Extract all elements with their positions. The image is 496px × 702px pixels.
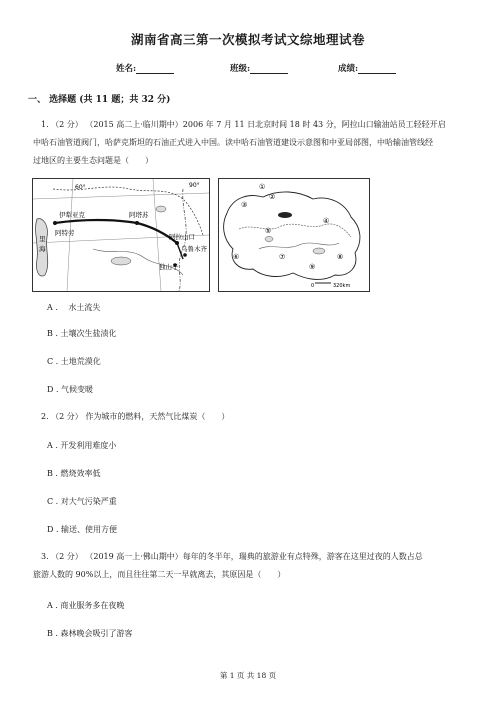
- question-3-line-2: 旅游人数的 90%以上，而且往往第二天一早就离去，其原因是（ ）: [33, 570, 286, 579]
- scale-zero: 0: [311, 283, 315, 289]
- label-sea-1: 里: [39, 235, 46, 243]
- question-3-stem: [33, 548, 469, 584]
- pipeline-map-drawing: [33, 179, 209, 291]
- label-r6: ⑥: [233, 253, 240, 261]
- label-place-5: 乌鲁木齐: [181, 245, 207, 253]
- label-place-6: 独山子: [159, 263, 179, 271]
- question-2-stem: [33, 408, 469, 426]
- page-footer: 第 1 页 共 18 页: [219, 671, 277, 680]
- q1-option-b[interactable]: B . 土壤次生盐渍化: [47, 329, 117, 338]
- question-1-line-3: 过地区的主要生态问题是（ ）: [33, 156, 153, 165]
- section-heading: 一、 选择题 (共 11 题；共 32 分): [28, 95, 171, 105]
- label-r8: ⑧: [337, 253, 344, 261]
- question-1-line-2: 中哈石油管道阀门，哈萨克斯坦的石油正式进入中国。读中哈石油管道建设示意图和中亚局部图，中哈输油管线经: [33, 138, 433, 147]
- name-blank[interactable]: [136, 64, 174, 74]
- label-place-1: 伊犁亚克: [59, 211, 85, 219]
- central-asia-map-drawing: [219, 179, 369, 291]
- question-1-stem: [33, 116, 469, 170]
- score-field[interactable]: [338, 62, 396, 74]
- q3-option-a[interactable]: A . 商业服务多在夜晚: [47, 601, 125, 610]
- question-1-figure: [32, 178, 370, 290]
- pipeline-map: [32, 178, 210, 292]
- q2-option-b[interactable]: B . 燃烧效率低: [47, 469, 101, 478]
- question-3-line-1: 3. （2 分） （2019 高一上·佛山期中）每年的冬半年，瑞典的旅游业有点特殊，游客在这里过夜的人数占总: [41, 552, 423, 561]
- score-blank[interactable]: [358, 64, 396, 74]
- label-60: 60°: [75, 184, 86, 191]
- label-r3: ③: [241, 201, 248, 209]
- q2-option-a[interactable]: A . 开发利用难度小: [47, 441, 117, 450]
- label-r9: ⑨: [309, 263, 316, 271]
- label-r5: ⑤: [265, 227, 272, 235]
- label-place-4: 阿拉山口: [169, 233, 195, 241]
- name-field[interactable]: [116, 62, 174, 74]
- class-blank[interactable]: [250, 64, 288, 74]
- label-place-2: 阿特劳: [55, 229, 75, 237]
- name-label: 姓名:: [116, 64, 137, 74]
- q1-option-a[interactable]: A . 水土流失: [47, 303, 101, 312]
- scale-value: 320km: [333, 283, 351, 289]
- label-place-3: 阿塔苏: [129, 211, 149, 219]
- document-title: 湖南省高三第一次模拟考试文综地理试卷: [130, 32, 365, 47]
- question-1-line-1: 1. （2 分） （2015 高二上·临川期中）2006 年 7 月 11 日北京时间 18 时 43 分，阿拉山口输油站员工轻轻开启: [41, 120, 446, 129]
- label-r4: ④: [323, 217, 330, 225]
- question-2-line-1: 2. （2 分） 作为城市的燃料，天然气比煤炭（ ）: [41, 412, 230, 421]
- class-field[interactable]: [230, 62, 288, 74]
- label-90: 90°: [189, 182, 200, 189]
- q2-option-c[interactable]: C . 对大气污染严重: [47, 497, 117, 506]
- score-label: 成绩:: [338, 64, 359, 74]
- class-label: 班级:: [230, 64, 251, 74]
- label-sea-2: 海: [39, 245, 46, 253]
- q1-option-d[interactable]: D . 气候变暖: [47, 385, 94, 394]
- q3-option-b[interactable]: B . 森林晚会吸引了游客: [47, 629, 133, 638]
- central-asia-map: [218, 178, 370, 292]
- label-r2: ②: [269, 193, 276, 201]
- q1-option-c[interactable]: C . 土地荒漠化: [47, 357, 101, 366]
- q2-option-d[interactable]: D . 输送、使用方便: [47, 525, 118, 534]
- label-r1: ①: [259, 183, 266, 191]
- label-r7: ⑦: [279, 253, 286, 261]
